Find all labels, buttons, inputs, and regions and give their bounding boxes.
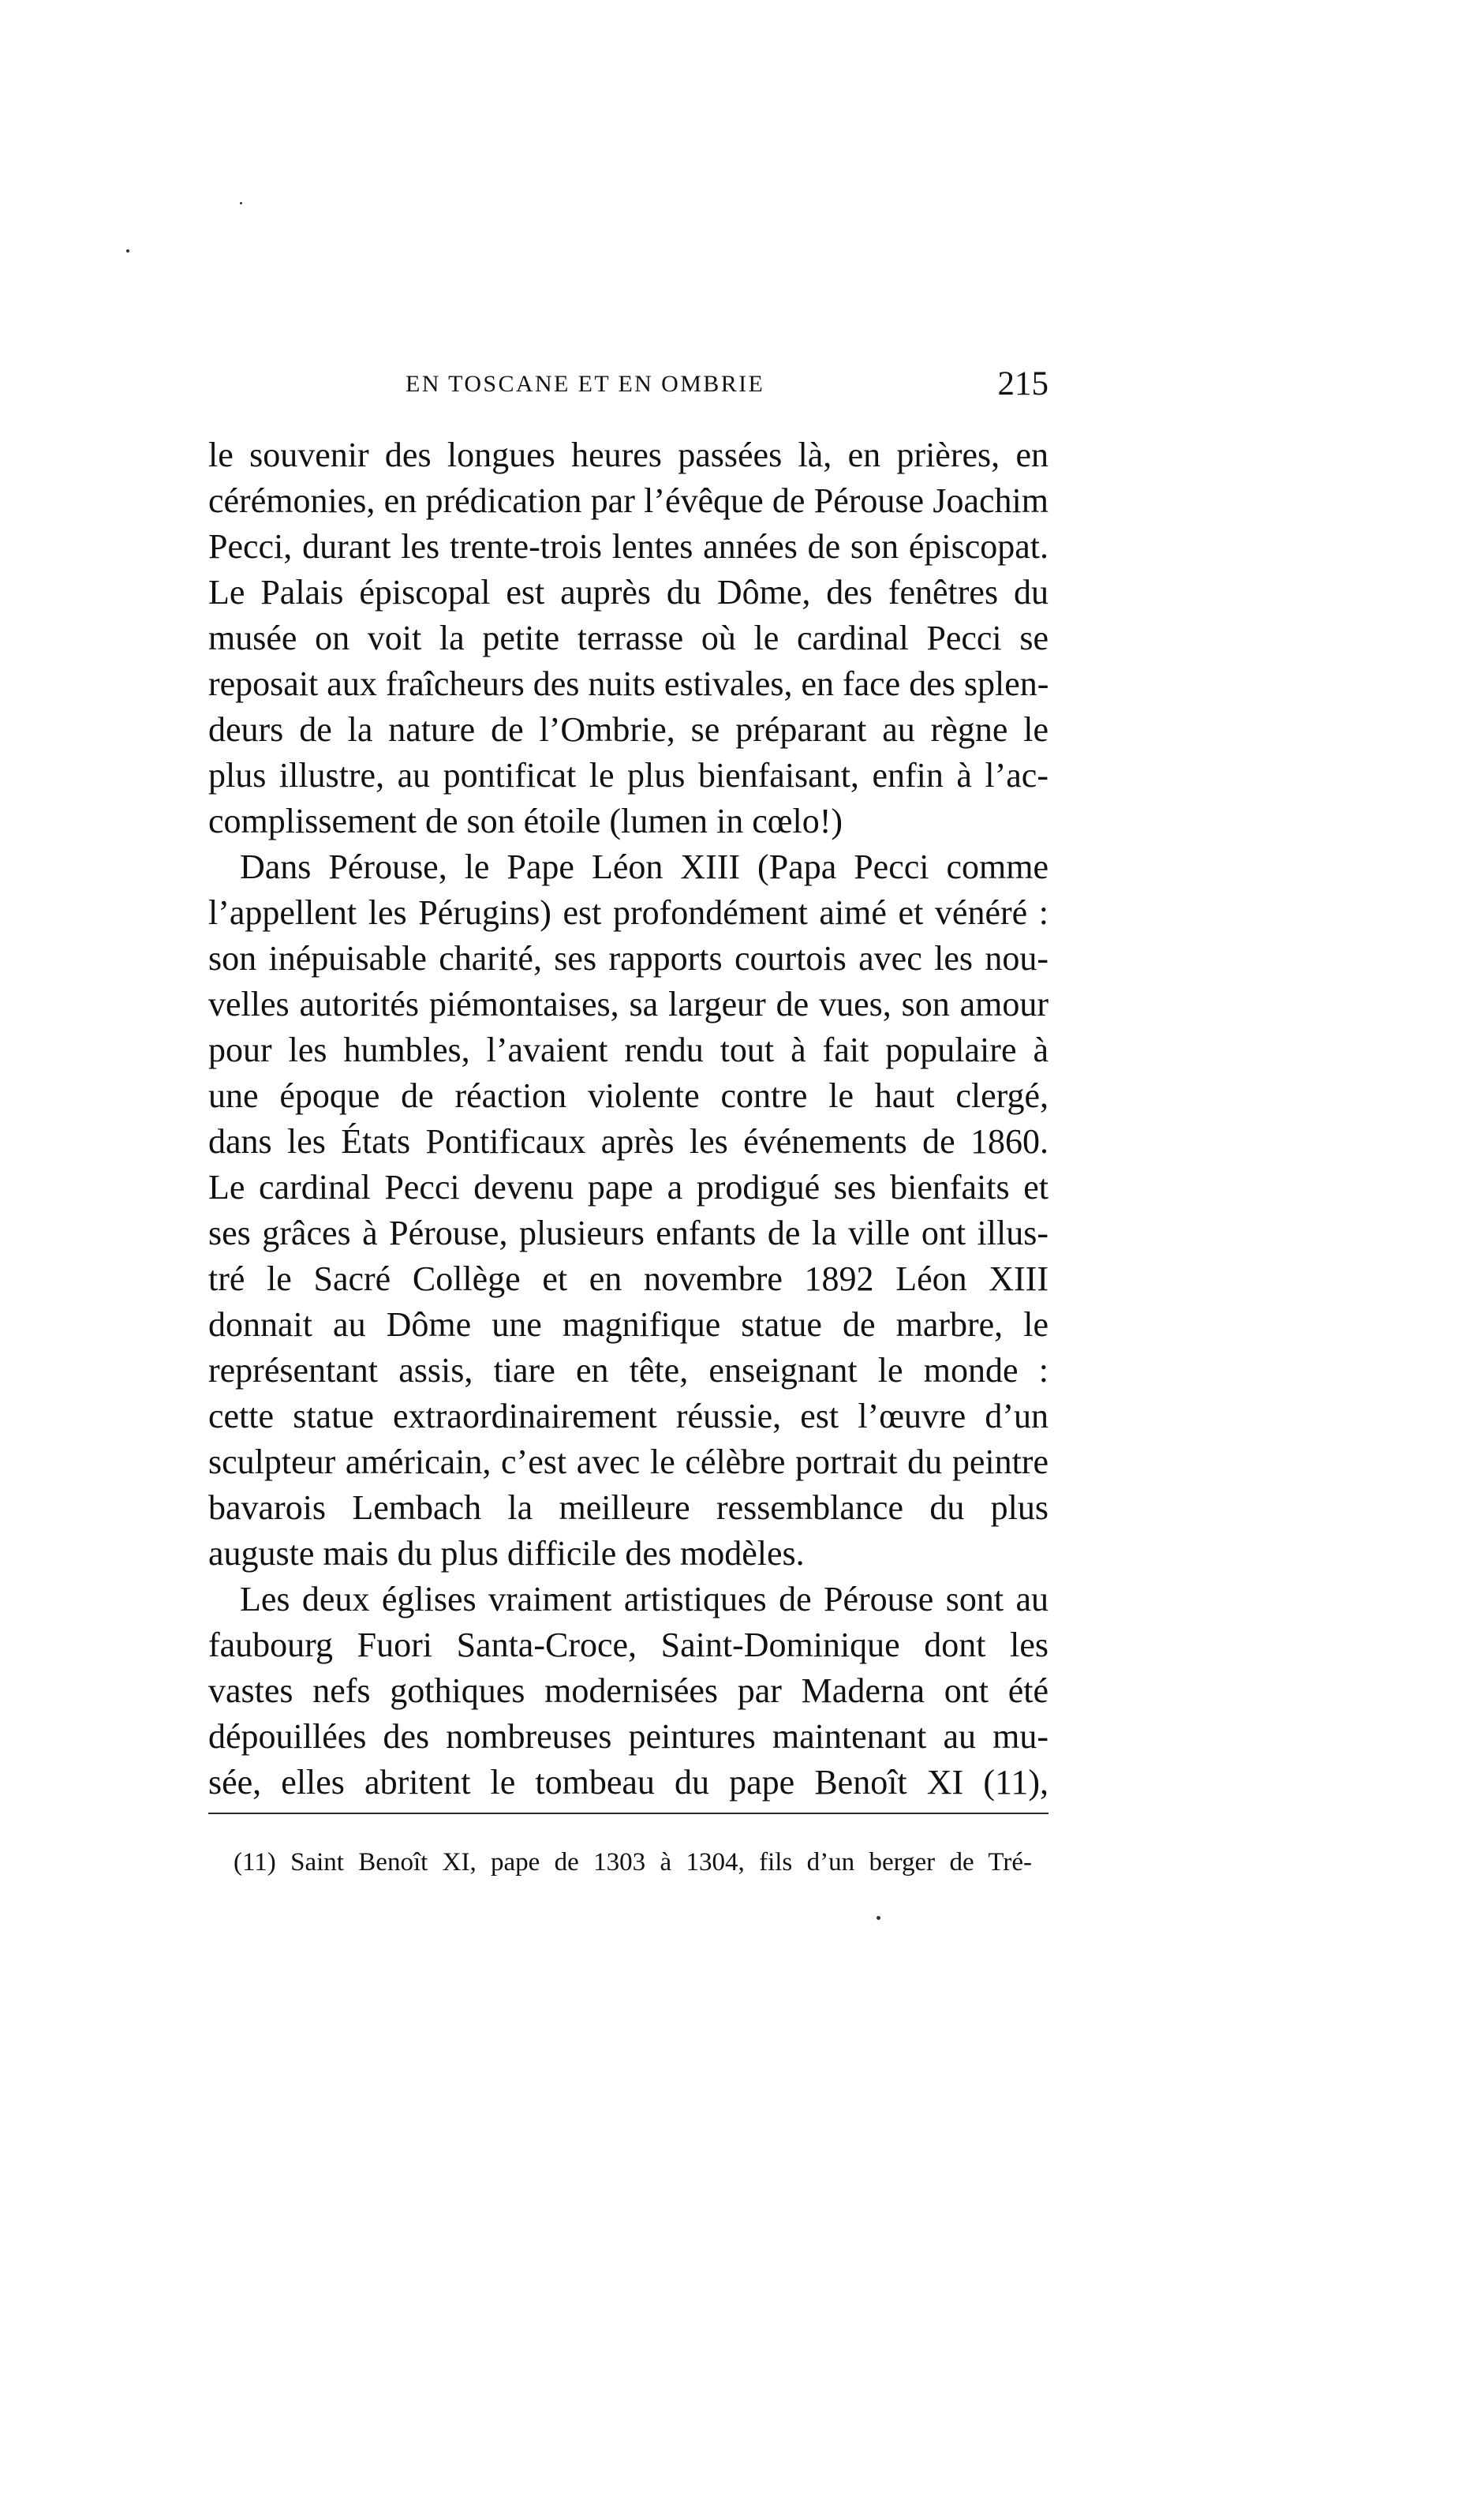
text-line: Le Palais épiscopal est auprès du Dôme, des fenêtres du [208, 573, 1049, 612]
ink-speck [240, 202, 242, 204]
text-line: sée, elles abritent le tombeau du pape Benoît XI (11), [208, 1763, 1049, 1802]
page-number: 215 [997, 365, 1049, 402]
footnote-rule [208, 1813, 1049, 1814]
paragraph-3 [208, 1577, 1049, 1805]
text-line: représentant assis, tiare en tête, enseignant le monde : [208, 1351, 1049, 1390]
text-line: son inépuisable charité, ses rapports courtois avec les nou- [208, 939, 1049, 978]
text-line: cérémonies, en prédication par l’évêque de Pérouse Joachim [208, 481, 1049, 520]
text-line: bavarois Lembach la meilleure ressemblance du plus [208, 1488, 1049, 1527]
footnote: (11) Saint Benoît XI, pape de 1303 à 1304, fils d’un berger de Tré- [234, 1848, 1032, 1877]
text-line: plus illustre, au pontificat le plus bienfaisant, enfin à l’ac- [208, 756, 1049, 795]
text-line: vastes nefs gothiques modernisées par Maderna ont été [208, 1671, 1049, 1710]
text-line: complissement de son étoile (lumen in cœlo!) [208, 802, 843, 840]
text-line: deurs de la nature de l’Ombrie, se préparant au règne le [208, 710, 1049, 749]
body-text [208, 432, 1049, 1805]
paragraph-2 [208, 844, 1049, 1577]
text-line: tré le Sacré Collège et en novembre 1892 Léon XIII [208, 1259, 1049, 1298]
running-title: EN TOSCANE ET EN OMBRIE [406, 371, 765, 397]
text-line: velles autorités piémontaises, sa largeur de vues, son amour [208, 985, 1049, 1023]
text-line: cette statue extraordinairement réussie, est l’œuvre d’un [208, 1397, 1049, 1435]
ink-speck [877, 1916, 880, 1920]
paragraph-1 [208, 432, 1049, 844]
text-line: auguste mais du plus difficile des modèles. [208, 1534, 805, 1573]
text-line: faubourg Fuori Santa-Croce, Saint-Dominique dont les [208, 1626, 1049, 1664]
text-line: musée on voit la petite terrasse où le cardinal Pecci se [208, 619, 1049, 657]
text-line: Pecci, durant les trente-trois lentes années de son épiscopat. [208, 527, 1049, 566]
text-line: dans les États Pontificaux après les événements de 1860. [208, 1122, 1049, 1161]
text-line: dépouillées des nombreuses peintures maintenant au mu- [208, 1717, 1049, 1756]
text-line: l’appellent les Pérugins) est profondément aimé et vénéré : [208, 893, 1049, 932]
text-line: pour les humbles, l’avaient rendu tout à fait populaire à [208, 1031, 1049, 1069]
text-line: sculpteur américain, c’est avec le célèbre portrait du peintre [208, 1442, 1049, 1481]
text-line: reposait aux fraîcheurs des nuits estivales, en face des splen- [208, 664, 1049, 703]
text-line: ses grâces à Pérouse, plusieurs enfants de la ville ont illus- [208, 1214, 1049, 1252]
text-line: une époque de réaction violente contre le haut clergé, [208, 1076, 1049, 1115]
text-line: Dans Pérouse, le Pape Léon XIII (Papa Pecci comme [240, 848, 1049, 886]
ink-speck [126, 249, 129, 253]
running-head [208, 365, 1049, 418]
text-line: Le cardinal Pecci devenu pape a prodigué ses bienfaits et [208, 1168, 1049, 1207]
text-line: le souvenir des longues heures passées là, en prières, en [208, 436, 1049, 474]
text-line: donnait au Dôme une magnifique statue de marbre, le [208, 1305, 1049, 1344]
text-line: Les deux églises vraiment artistiques de Pérouse sont au [240, 1580, 1049, 1618]
